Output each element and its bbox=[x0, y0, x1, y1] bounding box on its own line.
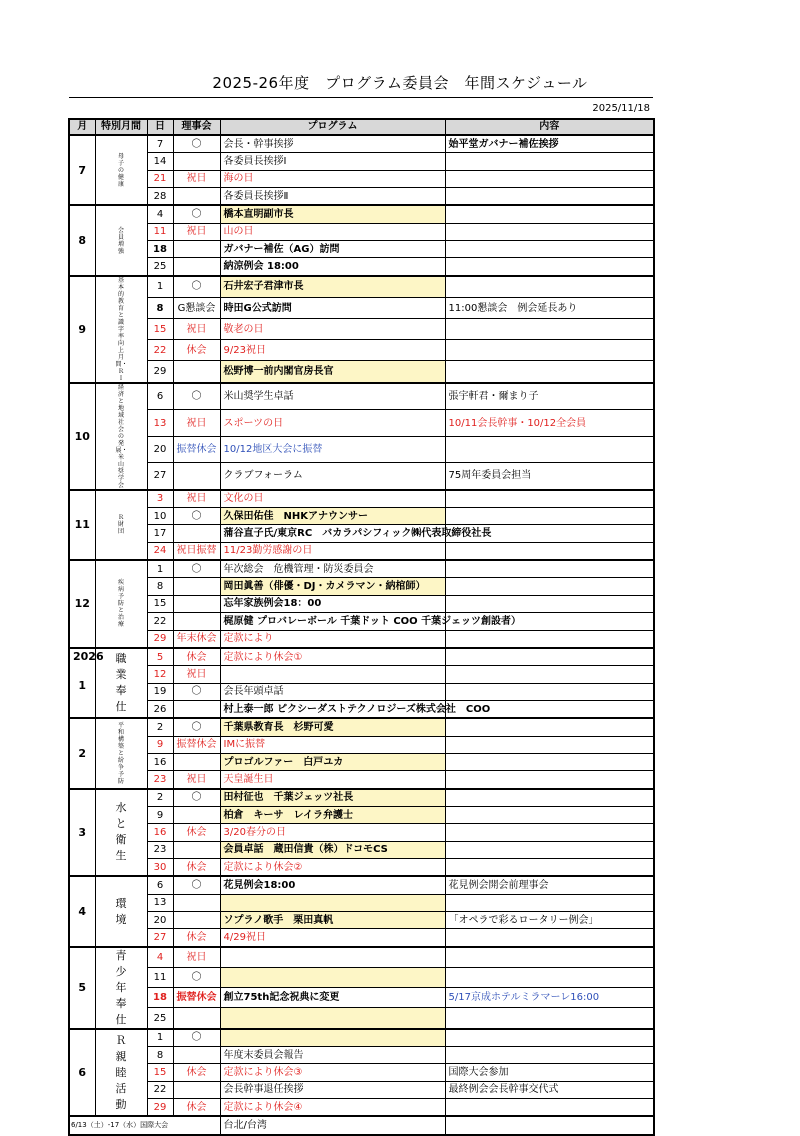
content-cell: 張宇軒君・爾まり子 bbox=[445, 383, 654, 410]
program-cell: 忘年家族例会18：00 bbox=[220, 595, 445, 612]
content-cell bbox=[445, 508, 654, 525]
table-row bbox=[69, 947, 654, 968]
day-cell: 23 bbox=[147, 841, 173, 858]
day-cell: 22 bbox=[147, 340, 173, 361]
content-cell bbox=[445, 241, 654, 258]
day-cell: 4 bbox=[147, 205, 173, 223]
program-cell: IMに振替 bbox=[220, 736, 445, 753]
table-row bbox=[69, 205, 654, 223]
day-cell: 1 bbox=[147, 560, 173, 578]
program-cell: 田村征也 千葉ジェッツ社長 bbox=[220, 789, 445, 807]
board-cell: 〇 bbox=[173, 876, 220, 894]
content-cell bbox=[445, 648, 654, 666]
board-cell: 〇 bbox=[173, 276, 220, 298]
program-cell: 石井宏子君津市長 bbox=[220, 276, 445, 298]
month-cell: 10 bbox=[69, 383, 95, 490]
day-cell: 22 bbox=[147, 1081, 173, 1098]
program-cell: 定款により bbox=[220, 630, 445, 648]
table-row bbox=[69, 135, 654, 153]
day-cell: 11 bbox=[147, 967, 173, 987]
day-cell: 5 bbox=[147, 648, 173, 666]
day-cell: 23 bbox=[147, 771, 173, 789]
day-cell: 9 bbox=[147, 736, 173, 753]
content-cell: 始平堂ガバナー補佐挨拶 bbox=[445, 135, 654, 153]
table-row bbox=[69, 929, 654, 947]
schedule-table bbox=[68, 118, 655, 1136]
content-cell bbox=[445, 490, 654, 508]
board-cell: 〇 bbox=[173, 383, 220, 410]
month-cell: 6 bbox=[69, 1029, 95, 1117]
month-cell bbox=[69, 648, 104, 718]
table-row bbox=[69, 241, 654, 258]
special-month-cell: Ｒ財団 bbox=[95, 490, 147, 560]
board-cell: 〇 bbox=[173, 1029, 220, 1047]
program-cell: スポーツの日 bbox=[220, 410, 445, 436]
board-cell: 休会 bbox=[173, 1099, 220, 1117]
board-cell: 休会 bbox=[173, 858, 220, 876]
table-row bbox=[69, 630, 654, 648]
day-cell: 13 bbox=[147, 894, 173, 911]
program-cell: 花見例会18:00 bbox=[220, 876, 445, 894]
board-cell bbox=[173, 1008, 220, 1029]
board-cell bbox=[173, 613, 220, 630]
day-cell: 26 bbox=[147, 700, 173, 718]
board-cell bbox=[173, 188, 220, 206]
table-row bbox=[69, 841, 654, 858]
board-cell: 祝日振替 bbox=[173, 542, 220, 560]
board-cell: 休会 bbox=[173, 824, 220, 841]
content-cell bbox=[445, 436, 654, 462]
content-cell bbox=[445, 560, 654, 578]
day-cell: 15 bbox=[147, 319, 173, 340]
table-row bbox=[69, 789, 654, 807]
board-cell bbox=[173, 463, 220, 490]
program-cell: プロゴルファー 白戸ユカ bbox=[220, 753, 445, 770]
footer-content bbox=[445, 1116, 654, 1134]
content-cell bbox=[445, 1008, 654, 1029]
program-cell: 各委員長挨拶Ⅱ bbox=[220, 188, 445, 206]
content-cell bbox=[445, 223, 654, 240]
table-row bbox=[69, 824, 654, 841]
table-row bbox=[69, 298, 654, 319]
program-cell: 山の日 bbox=[220, 223, 445, 240]
board-cell: 休会 bbox=[173, 1064, 220, 1081]
program-cell: 米山奨学生卓話 bbox=[220, 383, 445, 410]
board-cell bbox=[173, 1047, 220, 1064]
board-cell: 休会 bbox=[173, 648, 220, 666]
table-row bbox=[69, 876, 654, 894]
table-row bbox=[69, 700, 654, 718]
program-cell: 会長幹事退任挨拶 bbox=[220, 1081, 445, 1098]
day-cell: 7 bbox=[147, 135, 173, 153]
content-cell bbox=[445, 578, 654, 595]
day-cell: 29 bbox=[147, 1099, 173, 1117]
day-cell: 27 bbox=[147, 463, 173, 490]
month-year-label: 2026 bbox=[73, 649, 104, 663]
content-cell bbox=[445, 630, 654, 648]
month-cell: 4 bbox=[69, 876, 95, 946]
content-cell bbox=[445, 340, 654, 361]
program-cell: 文化の日 bbox=[220, 490, 445, 508]
header-day: 日 bbox=[147, 119, 173, 135]
table-row bbox=[69, 436, 654, 462]
day-cell: 29 bbox=[147, 630, 173, 648]
issue-date: 2025/11/18 bbox=[592, 103, 650, 114]
day-cell: 21 bbox=[147, 170, 173, 187]
table-row bbox=[69, 894, 654, 911]
content-cell: 10/11会長幹事・10/12全会員 bbox=[445, 410, 654, 436]
table-row bbox=[69, 490, 654, 508]
board-cell: 〇 bbox=[173, 683, 220, 700]
board-cell bbox=[173, 753, 220, 770]
program-cell: 11/23勤労感謝の日 bbox=[220, 542, 445, 560]
month-cell: 12 bbox=[69, 560, 95, 648]
month-cell: 9 bbox=[69, 276, 95, 383]
program-cell: 蒲谷直子氏/東京RC バカラパシフィック㈱代表取締役社長 bbox=[220, 525, 445, 542]
program-cell bbox=[220, 894, 445, 911]
day-cell: 17 bbox=[147, 525, 173, 542]
day-cell: 6 bbox=[147, 876, 173, 894]
program-cell: 村上泰一郎 ピクシーダストテクノロジーズ株式会社 COO bbox=[220, 700, 445, 718]
special-month-cell: Ｒ親睦活動 bbox=[95, 1029, 147, 1117]
header-program: プログラム bbox=[220, 119, 445, 135]
program-cell: 9/23祝日 bbox=[220, 340, 445, 361]
program-cell: 柏倉 キーサ レイラ弁護士 bbox=[220, 806, 445, 823]
header-board: 理事会 bbox=[173, 119, 220, 135]
board-cell bbox=[173, 153, 220, 170]
day-cell: 19 bbox=[147, 683, 173, 700]
table-row bbox=[69, 578, 654, 595]
program-cell: 天皇誕生日 bbox=[220, 771, 445, 789]
program-cell bbox=[220, 1008, 445, 1029]
table-row bbox=[69, 666, 654, 683]
day-cell: 25 bbox=[147, 1008, 173, 1029]
board-cell: G懇談会 bbox=[173, 298, 220, 319]
program-cell: 会員卓話 蔵田信貴（株）ドコモCS bbox=[220, 841, 445, 858]
board-cell: 休会 bbox=[173, 340, 220, 361]
header-row bbox=[69, 119, 654, 135]
day-cell: 22 bbox=[147, 613, 173, 630]
content-cell bbox=[445, 595, 654, 612]
table-row bbox=[69, 613, 654, 630]
table-row bbox=[69, 383, 654, 410]
program-cell: 敬老の日 bbox=[220, 319, 445, 340]
day-cell: 18 bbox=[147, 241, 173, 258]
board-cell: 〇 bbox=[173, 135, 220, 153]
day-cell: 14 bbox=[147, 153, 173, 170]
day-cell: 3 bbox=[147, 490, 173, 508]
board-cell: 〇 bbox=[173, 508, 220, 525]
table-row bbox=[69, 1008, 654, 1029]
content-cell bbox=[445, 666, 654, 683]
program-cell: 松野博一前内閣官房長官 bbox=[220, 361, 445, 383]
board-cell: 〇 bbox=[173, 718, 220, 736]
program-cell: 千葉県教育長 杉野可愛 bbox=[220, 718, 445, 736]
special-month-cell: 経済と地域社会の発展・米山奨学会 bbox=[95, 383, 147, 490]
day-cell: 8 bbox=[147, 298, 173, 319]
board-cell: 祝日 bbox=[173, 170, 220, 187]
board-cell: 振替休会 bbox=[173, 436, 220, 462]
content-cell bbox=[445, 1029, 654, 1047]
content-cell bbox=[445, 736, 654, 753]
month-cell: 7 bbox=[69, 135, 95, 205]
board-cell: 振替休会 bbox=[173, 736, 220, 753]
board-cell bbox=[173, 525, 220, 542]
program-cell: 年次総会 危機管理・防災委員会 bbox=[220, 560, 445, 578]
content-cell bbox=[445, 153, 654, 170]
program-cell bbox=[220, 967, 445, 987]
table-row bbox=[69, 771, 654, 789]
special-month-cell: 職業奉仕 bbox=[95, 648, 147, 718]
content-cell bbox=[445, 824, 654, 841]
board-cell: 〇 bbox=[173, 205, 220, 223]
table-row bbox=[69, 595, 654, 612]
program-cell: 創立75th記念祝典に変更 bbox=[220, 988, 445, 1008]
content-cell bbox=[445, 188, 654, 206]
table-row bbox=[69, 508, 654, 525]
content-cell bbox=[445, 841, 654, 858]
program-cell: 3/20春分の日 bbox=[220, 824, 445, 841]
page-title: 2025-26年度 プログラム委員会 年間スケジュール bbox=[212, 74, 588, 92]
board-cell: 祝日 bbox=[173, 666, 220, 683]
special-month-cell: 会員増強 bbox=[95, 205, 147, 275]
content-cell: 花見例会開会前理事会 bbox=[445, 876, 654, 894]
day-cell: 16 bbox=[147, 753, 173, 770]
table-row bbox=[69, 1047, 654, 1064]
day-cell: 20 bbox=[147, 436, 173, 462]
content-cell: 「オペラで彩るロータリー例会」 bbox=[445, 912, 654, 929]
program-cell: 梶原健 プロバレーボール 千葉ドット COO 千葉ジェッツ創設者） bbox=[220, 613, 445, 630]
day-cell: 13 bbox=[147, 410, 173, 436]
program-cell: 10/12地区大会に振替 bbox=[220, 436, 445, 462]
content-cell bbox=[445, 258, 654, 276]
month-cell: 11 bbox=[69, 490, 95, 560]
table-row bbox=[69, 988, 654, 1008]
board-cell bbox=[173, 894, 220, 911]
table-row bbox=[69, 1064, 654, 1081]
program-cell: 定款により休会④ bbox=[220, 1099, 445, 1117]
content-cell: 5/17京成ホテルミラマーレ16:00 bbox=[445, 988, 654, 1008]
program-cell: ガバナー補佐（AG）訪問 bbox=[220, 241, 445, 258]
content-cell bbox=[445, 967, 654, 987]
program-cell: ソプラノ歌手 栗田真帆 bbox=[220, 912, 445, 929]
table-row bbox=[69, 258, 654, 276]
board-cell bbox=[173, 700, 220, 718]
content-cell bbox=[445, 858, 654, 876]
day-cell: 16 bbox=[147, 824, 173, 841]
day-cell: 1 bbox=[147, 276, 173, 298]
special-month-cell: 基本的教育と識字率向上月間・ＲＩ bbox=[95, 276, 147, 383]
table-row bbox=[69, 1081, 654, 1098]
content-cell bbox=[445, 947, 654, 968]
footer-convention: 6/13（土）-17（水）国際大会 bbox=[69, 1116, 220, 1134]
day-cell: 30 bbox=[147, 858, 173, 876]
program-cell: 会長年頭卓話 bbox=[220, 683, 445, 700]
content-cell bbox=[445, 683, 654, 700]
day-cell: 24 bbox=[147, 542, 173, 560]
content-cell bbox=[445, 1047, 654, 1064]
table-row bbox=[69, 525, 654, 542]
board-cell bbox=[173, 578, 220, 595]
content-cell bbox=[445, 319, 654, 340]
table-row bbox=[69, 361, 654, 383]
content-cell bbox=[445, 929, 654, 947]
day-cell: 15 bbox=[147, 595, 173, 612]
table-row bbox=[69, 319, 654, 340]
content-cell bbox=[445, 771, 654, 789]
board-cell: 祝日 bbox=[173, 947, 220, 968]
table-row bbox=[69, 753, 654, 770]
footer-row bbox=[69, 1116, 654, 1134]
program-cell: 久保田佑佳 NHKアナウンサー bbox=[220, 508, 445, 525]
program-cell: 各委員長挨拶Ⅰ bbox=[220, 153, 445, 170]
content-cell bbox=[445, 753, 654, 770]
table-row bbox=[69, 967, 654, 987]
day-cell: 2 bbox=[147, 789, 173, 807]
board-cell: 休会 bbox=[173, 929, 220, 947]
table-row bbox=[69, 912, 654, 929]
board-cell: 祝日 bbox=[173, 223, 220, 240]
content-cell bbox=[445, 276, 654, 298]
table-row bbox=[69, 718, 654, 736]
month-cell: 5 bbox=[69, 947, 95, 1029]
day-cell: 28 bbox=[147, 188, 173, 206]
table-row bbox=[69, 223, 654, 240]
program-cell: クラブフォーラム bbox=[220, 463, 445, 490]
table-row bbox=[69, 560, 654, 578]
day-cell: 8 bbox=[147, 1047, 173, 1064]
day-cell: 18 bbox=[147, 988, 173, 1008]
board-cell bbox=[173, 841, 220, 858]
board-cell bbox=[173, 1081, 220, 1098]
table-row bbox=[69, 806, 654, 823]
table-row bbox=[69, 1099, 654, 1117]
content-cell: 11:00懇談会 例会延長あり bbox=[445, 298, 654, 319]
board-cell bbox=[173, 806, 220, 823]
day-cell: 2 bbox=[147, 718, 173, 736]
day-cell: 29 bbox=[147, 361, 173, 383]
table-row bbox=[69, 683, 654, 700]
schedule-body bbox=[69, 135, 654, 1116]
table-row bbox=[69, 410, 654, 436]
special-month-cell: 母子の健康 bbox=[95, 135, 147, 205]
day-cell: 10 bbox=[147, 508, 173, 525]
day-cell: 12 bbox=[147, 666, 173, 683]
content-cell bbox=[445, 1099, 654, 1117]
day-cell: 20 bbox=[147, 912, 173, 929]
day-cell: 6 bbox=[147, 383, 173, 410]
day-cell: 15 bbox=[147, 1064, 173, 1081]
program-cell bbox=[220, 666, 445, 683]
program-cell: 定款により休会① bbox=[220, 648, 445, 666]
content-cell: 国際大会参加 bbox=[445, 1064, 654, 1081]
program-cell bbox=[220, 947, 445, 968]
board-cell bbox=[173, 361, 220, 383]
board-cell: 〇 bbox=[173, 789, 220, 807]
board-cell: 祝日 bbox=[173, 319, 220, 340]
table-row bbox=[69, 276, 654, 298]
program-cell: 納涼例会 18:00 bbox=[220, 258, 445, 276]
special-month-cell: 青少年奉仕 bbox=[95, 947, 147, 1029]
table-row bbox=[69, 340, 654, 361]
content-cell bbox=[445, 170, 654, 187]
footer-program: 台北/台湾 bbox=[220, 1116, 445, 1134]
board-cell: 祝日 bbox=[173, 771, 220, 789]
content-cell bbox=[445, 361, 654, 383]
day-cell: 11 bbox=[147, 223, 173, 240]
board-cell: 祝日 bbox=[173, 410, 220, 436]
table-row bbox=[69, 170, 654, 187]
program-cell: 4/29祝日 bbox=[220, 929, 445, 947]
title-underline bbox=[69, 97, 653, 98]
table-row bbox=[69, 736, 654, 753]
day-cell: 9 bbox=[147, 806, 173, 823]
board-cell bbox=[173, 912, 220, 929]
table-row bbox=[69, 463, 654, 490]
table-row bbox=[69, 188, 654, 206]
header-month: 月 bbox=[69, 119, 95, 135]
header-special: 特別月間 bbox=[95, 119, 147, 135]
board-cell: 年末休会 bbox=[173, 630, 220, 648]
special-month-cell: 平和構築と紛争予防 bbox=[95, 718, 147, 788]
month-label: 1 bbox=[78, 678, 87, 692]
day-cell: 1 bbox=[147, 1029, 173, 1047]
content-cell bbox=[445, 806, 654, 823]
table-row bbox=[69, 648, 654, 666]
special-month-cell: 疾病予防と治療 bbox=[95, 560, 147, 648]
month-cell: 8 bbox=[69, 205, 95, 275]
program-cell: 定款により休会② bbox=[220, 858, 445, 876]
content-cell bbox=[445, 789, 654, 807]
program-cell: 定款により休会③ bbox=[220, 1064, 445, 1081]
content-cell bbox=[445, 205, 654, 223]
day-cell: 8 bbox=[147, 578, 173, 595]
program-cell: 会長・幹事挨拶 bbox=[220, 135, 445, 153]
program-cell: 海の日 bbox=[220, 170, 445, 187]
month-cell: 2 bbox=[69, 718, 95, 788]
content-cell bbox=[445, 894, 654, 911]
table-row bbox=[69, 1029, 654, 1047]
program-cell: 年度末委員会報告 bbox=[220, 1047, 445, 1064]
board-cell bbox=[173, 241, 220, 258]
table-row bbox=[69, 858, 654, 876]
month-cell: 3 bbox=[69, 789, 95, 877]
table-row bbox=[69, 153, 654, 170]
content-cell bbox=[445, 718, 654, 736]
special-month-cell: 環境 bbox=[95, 876, 147, 946]
board-cell bbox=[173, 258, 220, 276]
program-cell: 岡田眞善（俳優・DJ・カメラマン・納棺師） bbox=[220, 578, 445, 595]
day-cell: 27 bbox=[147, 929, 173, 947]
program-cell bbox=[220, 1029, 445, 1047]
day-cell: 25 bbox=[147, 258, 173, 276]
board-cell: 〇 bbox=[173, 560, 220, 578]
header-content: 内容 bbox=[445, 119, 654, 135]
program-cell: 時田G公式訪問 bbox=[220, 298, 445, 319]
day-cell: 4 bbox=[147, 947, 173, 968]
special-month-cell: 水と衛生 bbox=[95, 789, 147, 877]
program-cell: 橋本直明副市長 bbox=[220, 205, 445, 223]
board-cell: 祝日 bbox=[173, 490, 220, 508]
content-cell bbox=[445, 542, 654, 560]
content-cell: 最終例会会長幹事交代式 bbox=[445, 1081, 654, 1098]
board-cell: 振替休会 bbox=[173, 988, 220, 1008]
table-row bbox=[69, 542, 654, 560]
board-cell bbox=[173, 595, 220, 612]
board-cell: 〇 bbox=[173, 967, 220, 987]
content-cell: 75周年委員会担当 bbox=[445, 463, 654, 490]
